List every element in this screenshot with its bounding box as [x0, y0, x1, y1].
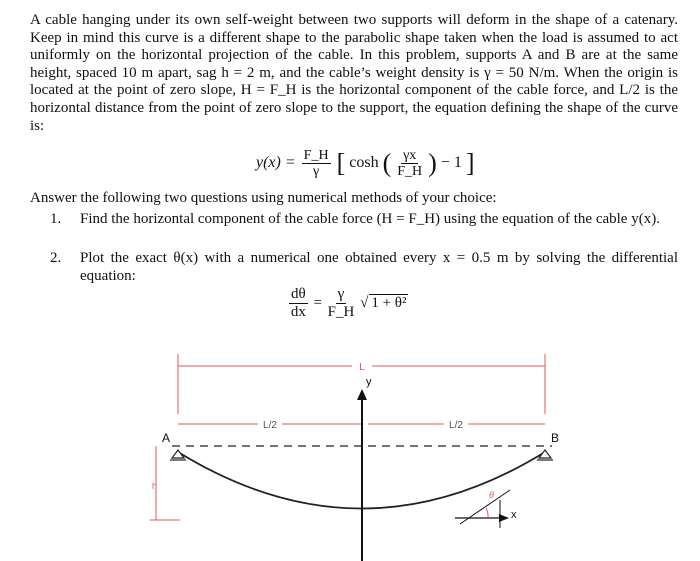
eq1-coef-num: F_H: [303, 148, 329, 163]
x-axis-label: x: [511, 509, 517, 521]
theta-label: θ: [489, 490, 494, 500]
eq1-cosh: cosh: [349, 154, 379, 172]
x-axis-arrow: [499, 514, 509, 522]
label-b: B: [551, 431, 560, 445]
eq1-bracket-open: [: [336, 148, 346, 178]
y-axis-arrow: [357, 389, 367, 400]
theta-arc: [486, 508, 488, 518]
question-1-number: 1.: [50, 211, 62, 227]
eq1-bracket-close: ]: [465, 148, 475, 178]
eq1-coef-den: γ: [313, 164, 320, 179]
question-2-text: Plot the exact θ(x) with a numerical one obtained every x = 0.5 m by solving the differential equation:: [80, 250, 678, 284]
eq2-lhs-den: dx: [290, 304, 306, 320]
eq2-rhs-den: F_H: [327, 304, 355, 320]
eq2-lhs-num: dθ: [291, 286, 306, 302]
eq1-lhs: y(x) =: [256, 154, 296, 172]
l-label: L: [359, 362, 365, 373]
eq2-root-sign: √: [360, 294, 369, 311]
sag-label: h: [152, 481, 158, 491]
eq2-radicand: 1 + θ²: [371, 294, 407, 311]
eq2-equals: =: [313, 294, 322, 311]
problem-paragraph: A cable hanging under its own self-weight between two supports will deform in the shape of a catenary. Keep in mind this curve is a different shape to the parabolic shape taken when the load is assumed to act uniformly on the horizontal projection of the cable. In this problem, supports A and B are at the same height, spaced 10 m apart, sag h = 2 m, and the cable’s weight density is γ = 50 N/m. When the origin is located at the point of zero slope, H = F_H is the horizontal component of the cable force, and L/2 is the horizontal distance from the point of zero slope to the support, the equation defining the shape of the curve is:: [30, 12, 678, 134]
eq2-rhs-num: γ: [337, 286, 345, 302]
eq1-paren-close: ): [428, 148, 437, 178]
eq1-paren-open: (: [382, 148, 392, 178]
eq1-arg-den: F_H: [397, 164, 423, 179]
label-a: A: [162, 431, 171, 445]
questions-intro: Answer the following two questions using numerical methods of your choice:: [30, 190, 497, 206]
question-1-text: Find the horizontal component of the cable force (H = F_H) using the equation of the cable y(x).: [80, 211, 660, 227]
y-axis-label: y: [366, 376, 372, 388]
eq1-arg-num: γx: [403, 148, 417, 163]
l2-left-label: L/2: [263, 420, 277, 431]
question-2-number: 2.: [50, 250, 62, 266]
l2-right-label: L/2: [449, 420, 463, 431]
eq1-tail: − 1: [440, 154, 462, 172]
